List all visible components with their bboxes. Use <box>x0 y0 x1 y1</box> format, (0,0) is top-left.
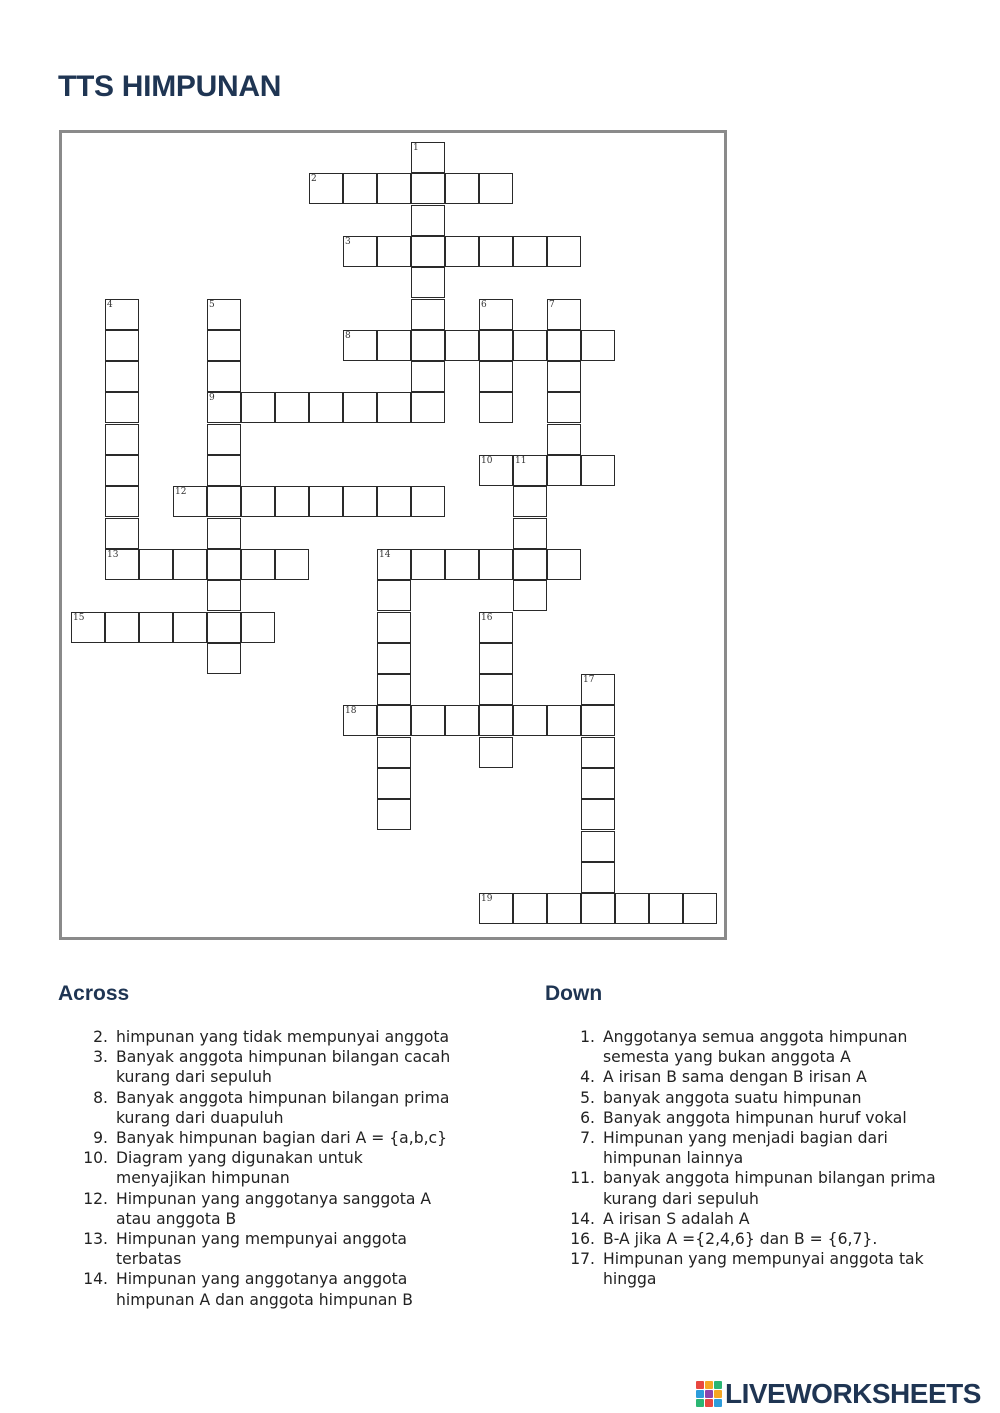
grid-cell[interactable] <box>581 737 615 768</box>
grid-cell[interactable] <box>377 236 411 267</box>
grid-cell[interactable] <box>241 549 275 580</box>
clue-number: 7. <box>580 1129 595 1148</box>
grid-cell[interactable] <box>513 330 547 361</box>
clue-text: Himpunan yang anggotanya anggota himpunan A dan anggota himpunan B <box>116 1270 413 1309</box>
grid-cell[interactable] <box>105 518 139 549</box>
grid-cell[interactable] <box>377 674 411 705</box>
grid-cell[interactable] <box>547 893 581 924</box>
grid-cell[interactable] <box>581 831 615 862</box>
grid-cell[interactable] <box>207 392 241 423</box>
clue-text: Banyak anggota himpunan bilangan cacah kurang dari sepuluh <box>116 1048 451 1087</box>
down-clue <box>545 1067 945 1087</box>
down-clue <box>545 1128 945 1168</box>
grid-cell[interactable] <box>411 142 445 173</box>
grid-cell[interactable] <box>377 486 411 517</box>
grid-cell[interactable] <box>513 236 547 267</box>
logo-square <box>705 1390 713 1398</box>
clue-number: 13 <box>107 549 119 560</box>
grid-cell[interactable] <box>207 299 241 330</box>
clue-text: Himpunan yang mempunyai anggota tak hingga <box>603 1250 924 1289</box>
grid-cell[interactable] <box>105 549 139 580</box>
grid-cell[interactable] <box>207 518 241 549</box>
clue-number: 4. <box>580 1068 595 1087</box>
grid-cell[interactable] <box>105 299 139 330</box>
grid-cell[interactable] <box>377 330 411 361</box>
clue-number: 11 <box>515 456 527 466</box>
grid-cell[interactable] <box>479 893 513 924</box>
clue-number: 12 <box>175 487 187 498</box>
grid-cell[interactable] <box>479 299 513 330</box>
grid-cell[interactable] <box>105 486 139 517</box>
grid-cell[interactable] <box>343 173 377 204</box>
grid-cell[interactable] <box>547 549 581 580</box>
across-clue <box>58 1027 458 1047</box>
down-clue <box>545 1108 945 1128</box>
clue-number: 1. <box>580 1028 595 1046</box>
grid-cell[interactable] <box>105 330 139 361</box>
grid-cell[interactable] <box>547 236 581 267</box>
clue-number: 5. <box>580 1088 595 1107</box>
clue-number: 13. <box>83 1230 108 1249</box>
grid-cell[interactable] <box>411 705 445 736</box>
across-clue <box>58 1047 458 1087</box>
grid-cell[interactable] <box>445 173 479 204</box>
clue-text: Himpunan yang mempunyai anggota terbatas <box>116 1230 407 1269</box>
grid-cell[interactable] <box>581 768 615 799</box>
clue-number: 17 <box>583 675 595 686</box>
grid-cell[interactable] <box>547 424 581 455</box>
clue-number: 9 <box>209 393 215 404</box>
grid-cell[interactable] <box>581 893 615 924</box>
grid-cell[interactable] <box>411 392 445 423</box>
clue-text: Himpunan yang menjadi bagian dari himpunan lainnya <box>603 1129 888 1168</box>
grid-cell[interactable] <box>377 737 411 768</box>
grid-cell[interactable] <box>343 330 377 361</box>
across-clue <box>58 1128 458 1148</box>
across-clue <box>58 1229 458 1269</box>
grid-cell[interactable] <box>479 674 513 705</box>
clue-text: Himpunan yang anggotanya sanggota A atau anggota B <box>116 1189 432 1228</box>
grid-cell[interactable] <box>581 330 615 361</box>
grid-cell[interactable] <box>207 330 241 361</box>
grid-cell[interactable] <box>581 799 615 830</box>
across-clue <box>58 1088 458 1128</box>
down-clue <box>545 1027 945 1067</box>
grid-cell[interactable] <box>105 612 139 643</box>
grid-cell[interactable] <box>173 549 207 580</box>
grid-cell[interactable] <box>411 361 445 392</box>
grid-cell[interactable] <box>479 705 513 736</box>
clue-number: 8. <box>93 1088 108 1107</box>
down-clue <box>545 1088 945 1108</box>
grid-cell[interactable] <box>479 737 513 768</box>
grid-cell[interactable] <box>581 705 615 736</box>
grid-cell[interactable] <box>513 518 547 549</box>
clue-number: 4 <box>107 299 113 310</box>
grid-cell[interactable] <box>513 549 547 580</box>
grid-cell[interactable] <box>173 486 207 517</box>
grid-cell[interactable] <box>479 643 513 674</box>
grid-cell[interactable] <box>547 705 581 736</box>
down-clue <box>545 1229 945 1249</box>
logo-square <box>696 1399 704 1407</box>
grid-cell[interactable] <box>275 549 309 580</box>
grid-cell[interactable] <box>207 424 241 455</box>
crossword-grid <box>59 130 727 940</box>
clue-number: 3 <box>345 236 351 247</box>
grid-cell[interactable] <box>479 236 513 267</box>
grid-cell[interactable] <box>377 549 411 580</box>
clue-number: 12. <box>83 1189 108 1208</box>
grid-cell[interactable] <box>207 361 241 392</box>
grid-cell[interactable] <box>445 330 479 361</box>
grid-cell[interactable] <box>479 612 513 643</box>
grid-cell[interactable] <box>411 486 445 517</box>
grid-cell[interactable] <box>309 392 343 423</box>
grid-cell[interactable] <box>581 455 615 486</box>
logo-square <box>714 1381 722 1389</box>
grid-cell[interactable] <box>207 612 241 643</box>
grid-cell[interactable] <box>479 392 513 423</box>
logo-icon <box>696 1381 722 1407</box>
across-heading: Across <box>58 982 130 1005</box>
logo-square <box>696 1390 704 1398</box>
clue-text: banyak anggota suatu himpunan <box>603 1088 862 1107</box>
grid-cell[interactable] <box>377 705 411 736</box>
grid-cell[interactable] <box>479 173 513 204</box>
clue-text: himpunan yang tidak mempunyai anggota <box>116 1028 450 1046</box>
grid-cell[interactable] <box>547 361 581 392</box>
clue-text: Anggotanya semua anggota himpunan semesta yang bukan anggota A <box>603 1028 908 1067</box>
clue-number: 2 <box>311 174 317 185</box>
brand-text: LIVEWORKSHEETS <box>725 1378 981 1409</box>
grid-cell[interactable] <box>445 705 479 736</box>
grid-cell[interactable] <box>581 674 615 705</box>
grid-cell[interactable] <box>513 893 547 924</box>
clue-number: 14. <box>83 1270 108 1289</box>
grid-cell[interactable] <box>377 580 411 611</box>
grid-cell[interactable] <box>105 392 139 423</box>
down-clue <box>545 1168 945 1208</box>
clue-text: Diagram yang digunakan untuk menyajikan himpunan <box>116 1149 363 1188</box>
clue-number: 2. <box>93 1028 108 1046</box>
grid-cell[interactable] <box>275 392 309 423</box>
grid-cell[interactable] <box>241 612 275 643</box>
clue-number: 17. <box>570 1250 595 1269</box>
clue-number: 16. <box>570 1230 595 1249</box>
grid-cell[interactable] <box>377 173 411 204</box>
grid-cell[interactable] <box>479 549 513 580</box>
clue-number: 19 <box>481 894 493 905</box>
grid-cell[interactable] <box>683 893 717 924</box>
clue-number: 3. <box>93 1048 108 1067</box>
down-clue <box>545 1249 945 1289</box>
grid-cell[interactable] <box>445 236 479 267</box>
grid-cell[interactable] <box>377 768 411 799</box>
logo-square <box>714 1390 722 1398</box>
grid-cell[interactable] <box>207 643 241 674</box>
liveworksheets-logo[interactable] <box>696 1378 981 1410</box>
grid-cell[interactable] <box>241 486 275 517</box>
grid-cell[interactable] <box>309 486 343 517</box>
grid-cell[interactable] <box>207 455 241 486</box>
across-clue <box>58 1269 458 1309</box>
grid-cell[interactable] <box>105 455 139 486</box>
logo-square <box>705 1399 713 1407</box>
grid-cell[interactable] <box>513 486 547 517</box>
logo-square <box>705 1381 713 1389</box>
grid-cell[interactable] <box>377 799 411 830</box>
grid-cell[interactable] <box>649 893 683 924</box>
grid-cell[interactable] <box>479 455 513 486</box>
logo-square <box>714 1399 722 1407</box>
clue-text: banyak anggota himpunan bilangan prima kurang dari sepuluh <box>603 1169 936 1208</box>
grid-cell[interactable] <box>513 580 547 611</box>
logo-square <box>696 1381 704 1389</box>
grid-cell[interactable] <box>207 580 241 611</box>
grid-cell[interactable] <box>513 455 547 486</box>
grid-cell[interactable] <box>71 612 105 643</box>
grid-cell[interactable] <box>547 299 581 330</box>
grid-cell[interactable] <box>411 549 445 580</box>
clue-number: 7 <box>549 299 555 310</box>
down-clue <box>545 1209 945 1229</box>
grid-cell[interactable] <box>411 330 445 361</box>
grid-cell[interactable] <box>343 705 377 736</box>
grid-cell[interactable] <box>377 643 411 674</box>
grid-cell[interactable] <box>547 330 581 361</box>
clue-number: 14. <box>570 1209 595 1228</box>
grid-cell[interactable] <box>139 549 173 580</box>
clue-text: Banyak anggota himpunan huruf vokal <box>603 1108 907 1127</box>
grid-cell[interactable] <box>411 267 445 298</box>
clue-number: 9. <box>93 1129 108 1148</box>
across-clue-list <box>58 1027 458 1310</box>
clue-number: 5 <box>209 299 215 310</box>
grid-cell[interactable] <box>479 330 513 361</box>
grid-cell[interactable] <box>139 612 173 643</box>
grid-cell[interactable] <box>309 173 343 204</box>
clue-number: 6 <box>481 299 487 310</box>
clue-number: 18 <box>345 706 357 717</box>
grid-cell[interactable] <box>411 299 445 330</box>
grid-cell[interactable] <box>105 424 139 455</box>
clue-text: B-A jika A ={2,4,6} dan B = {6,7}. <box>603 1230 878 1249</box>
grid-cell[interactable] <box>275 486 309 517</box>
grid-cell[interactable] <box>615 893 649 924</box>
clue-number: 11. <box>570 1169 595 1188</box>
grid-cell[interactable] <box>411 236 445 267</box>
clue-number: 6. <box>580 1108 595 1127</box>
clue-number: 15 <box>73 612 85 623</box>
grid-cell[interactable] <box>547 455 581 486</box>
grid-cell[interactable] <box>241 392 275 423</box>
grid-cell[interactable] <box>105 361 139 392</box>
grid-cell[interactable] <box>377 392 411 423</box>
grid-cell[interactable] <box>343 236 377 267</box>
grid-cell[interactable] <box>377 612 411 643</box>
grid-cell[interactable] <box>581 862 615 893</box>
grid-cell[interactable] <box>513 705 547 736</box>
down-clue-list <box>545 1027 945 1290</box>
clue-text: Banyak anggota himpunan bilangan prima kurang dari duapuluh <box>116 1088 450 1127</box>
grid-cell[interactable] <box>207 549 241 580</box>
page-title: TTS HIMPUNAN <box>58 70 282 103</box>
grid-cell[interactable] <box>411 173 445 204</box>
grid-cell[interactable] <box>207 486 241 517</box>
grid-cell[interactable] <box>343 486 377 517</box>
clue-text: Banyak himpunan bagian dari A = {a,b,c} <box>116 1129 448 1148</box>
clue-text: A irisan S adalah A <box>603 1209 750 1228</box>
grid-cell[interactable] <box>173 612 207 643</box>
clue-text: A irisan B sama dengan B irisan A <box>603 1068 867 1087</box>
grid-cell[interactable] <box>479 361 513 392</box>
clue-number: 10 <box>481 456 493 466</box>
grid-cell[interactable] <box>445 549 479 580</box>
grid-cell[interactable] <box>547 392 581 423</box>
across-clue <box>58 1189 458 1229</box>
across-clue <box>58 1148 458 1188</box>
clue-number: 1 <box>413 143 419 153</box>
clue-number: 16 <box>481 612 493 623</box>
clue-number: 8 <box>345 330 351 341</box>
grid-cell[interactable] <box>411 205 445 236</box>
clue-number: 10. <box>83 1149 108 1168</box>
down-heading: Down <box>545 982 603 1005</box>
grid-cell[interactable] <box>343 392 377 423</box>
clue-number: 14 <box>379 549 391 560</box>
